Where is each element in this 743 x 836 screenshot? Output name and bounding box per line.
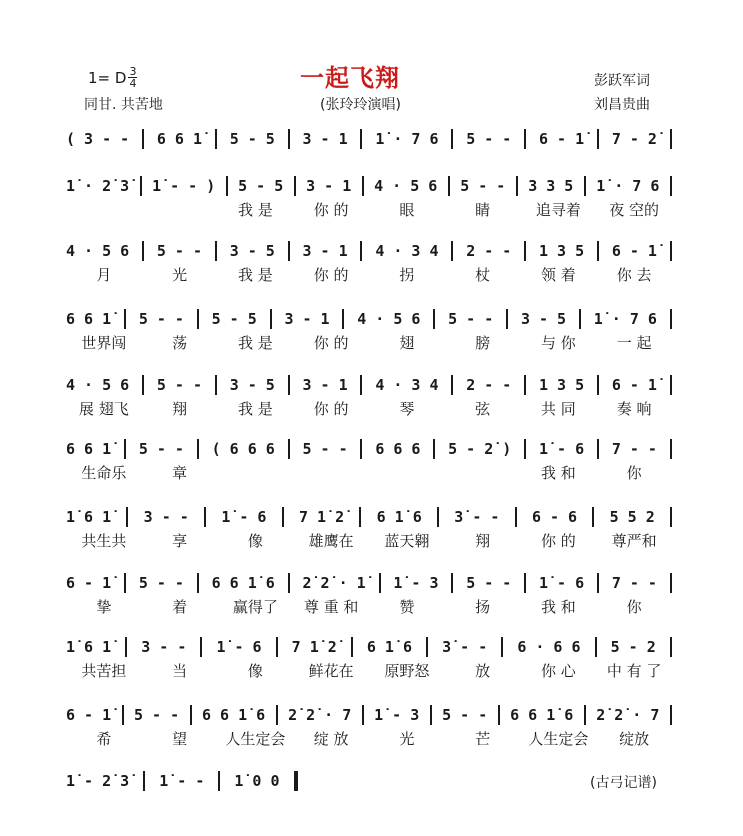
measure: 3 - - [141,638,187,656]
measure: 3 - 1 [302,130,348,148]
lyric-segment: 我 是 [237,400,273,418]
barline [524,129,526,149]
measure: 5 - - [138,440,184,458]
barline [204,507,206,527]
measure: 1̇ - 6 [221,508,267,526]
barline [451,129,453,149]
measure: 5 - 5 [238,177,284,195]
measure: 5 - - [466,130,512,148]
measure: 5 - - [138,574,184,592]
measure: 1̇ 6 1̇ [66,638,112,656]
measure: 1̇ - 3 [374,706,420,724]
measure: 3 - - [143,508,189,526]
measure: 7 - - [611,440,657,458]
measure: 2̇ 2̇ · 7 [596,706,660,724]
tempo-style: 同甘. 共苦地 [84,97,163,113]
score-row [66,175,672,221]
barline [670,375,672,395]
measure: 3 - 5 [520,310,567,328]
lyric-segment: 我 是 [237,201,273,219]
measure: 4 · 5 6 [374,177,438,195]
barline [524,573,526,593]
lyrics-line [66,660,672,680]
measure: 3 3 5 [528,177,574,195]
lyric-segment: 眼 [399,201,415,219]
barline [579,309,581,329]
lyric-segment: 翔 [475,532,491,550]
lyric-segment: 生命乐 [81,464,127,482]
measure: 6 6 1̇ 6 [202,706,266,724]
lyric-segment: 弦 [475,400,491,418]
lyric-segment: 共生共 [81,532,127,550]
barline [670,176,672,196]
barline [140,176,142,196]
score-row [66,128,672,174]
lyric-segment: 你 的 [540,532,576,550]
notes-line [66,770,672,792]
measure: 1 3 5 [539,242,585,260]
measure: ( 6 6 6 [211,440,275,458]
measure: 5 - - [134,706,180,724]
barline [426,637,428,657]
lyric-segment: 拐 [399,266,415,284]
barline [498,705,500,725]
measure: 4 · 3 4 [375,376,439,394]
lyric-segment: 你 的 [313,201,349,219]
measure: 6 · 6 6 [517,638,581,656]
lyric-segment: 尊严和 [611,532,657,550]
measure: 6 - 1̇ [66,706,112,724]
lyric-segment: 翔 [172,400,188,418]
lyric-segment: 望 [172,730,188,748]
barline [584,705,586,725]
measure: 7 - - [611,574,657,592]
notes-line [66,506,672,528]
barline [288,573,290,593]
lyric-segment: 人生定会 [528,730,589,748]
lyric-segment: 我 是 [237,334,273,352]
composer-credit: 刘昌贵曲 [594,97,650,113]
barline [433,439,435,459]
singer-credit: (张玲玲演唱) [320,97,401,113]
lyric-segment: 你 的 [313,266,349,284]
measure: 1̇ - 2̇ 3̇ [66,772,130,790]
measure: 6 6 1̇ 6 [510,706,574,724]
lyrics-line [66,596,672,616]
measure: 6 6 1̇ [66,440,112,458]
barline [360,375,362,395]
measure: 2 - - [466,376,512,394]
lyric-segment: 像 [247,532,263,550]
lyric-segment: 绽 放 [313,730,349,748]
barline [197,309,199,329]
barline [215,375,217,395]
lyric-segment: 荡 [172,334,188,352]
measure: 5 - - [448,310,494,328]
time-signature [128,66,137,89]
measure: 2̇ 2̇ · 1̇ [302,574,366,592]
barline [200,637,202,657]
measure: 6 6 1̇ [66,310,112,328]
measure: 5 - - [156,242,203,260]
barline [597,241,599,261]
lyric-segment: 我 和 [540,598,576,616]
barline [126,507,128,527]
barline [595,637,597,657]
barline [288,375,290,395]
lyric-segment: 你 [626,598,642,616]
lyric-segment: 享 [172,532,188,550]
notes-line [66,438,672,460]
lyric-segment: 你 [626,464,642,482]
score-row [66,572,672,618]
measure: 1̇ - 6 [539,574,585,592]
lyric-segment: 你 的 [313,334,349,352]
barline [524,241,526,261]
lyric-segment: 夜 空的 [609,201,660,219]
measure: 3 - 5 [229,376,275,394]
lyric-segment: 像 [247,662,263,680]
measure: 1̇ · 2̇ 3̇ [66,177,130,195]
lyric-segment: 赢得了 [232,598,278,616]
measure: 1̇ 0 0 [234,772,280,790]
barline [670,705,672,725]
barline [288,241,290,261]
measure: 3̇ - - [442,638,488,656]
lyric-segment: 你 心 [540,662,576,680]
measure: 1̇ · 7 6 [596,177,660,195]
lyric-segment: 雄鹰在 [308,532,354,550]
measure: 4 · 5 6 [66,242,130,260]
measure: 5 - 2̇ ) [448,440,512,458]
barline [351,637,353,657]
measure: 6 1̇ 6 [376,508,422,526]
barline [197,439,199,459]
score-row [66,506,672,552]
measure: 5 - - [138,310,184,328]
lyric-segment: 当 [172,662,188,680]
notes-line [66,636,672,658]
measure: 1̇ - - ) [152,177,216,195]
lyric-segment: 芒 [475,730,491,748]
lyric-segment: 膀 [475,334,491,352]
score-row [66,374,672,420]
notes-line [66,572,672,594]
barline [524,375,526,395]
barline [592,507,594,527]
barline [451,375,453,395]
measure: 1̇ - 6 [539,440,585,458]
measure: 2̇ 2̇ · 7 [288,706,352,724]
lyrics-line [66,462,672,482]
measure: 1̇ - 6 [216,638,262,656]
song-title: 一起飞翔 [300,64,400,92]
barline [360,241,362,261]
barline [294,176,296,196]
barline [451,241,453,261]
lyric-segment: 追寻着 [535,201,581,219]
barline [276,637,278,657]
lyric-segment [445,462,521,482]
barline [516,176,518,196]
measure: 5 - - [460,177,506,195]
barline [670,129,672,149]
lyric-segment [293,462,369,482]
barline [142,375,144,395]
measure: 4 · 5 6 [66,376,130,394]
barline [597,129,599,149]
barline [433,309,435,329]
barline [430,705,432,725]
measure: 4 · 5 6 [357,310,421,328]
measure: 5 - 5 [229,130,275,148]
barline [360,439,362,459]
barline [142,241,144,261]
lyric-segment: 琴 [399,400,415,418]
lyric-segment: 展 翅飞 [78,400,129,418]
barline [124,309,126,329]
measure: 5 - - [302,440,348,458]
barline [143,771,145,791]
barline [670,439,672,459]
lyric-segment: 着 [172,598,188,616]
lyric-segment: 绽放 [619,730,650,748]
barline [359,507,361,527]
lyrics-line [66,264,672,284]
lyric-segment: 共苦担 [81,662,127,680]
barline [342,309,344,329]
barline [597,439,599,459]
lyric-segment: 你 去 [616,266,652,284]
lyric-segment: 翅 [399,334,415,352]
lyric-segment: 鲜花在 [308,662,354,680]
measure: 2 - - [466,242,512,260]
lyric-segment: 世界闯 [81,334,127,352]
lyrics-line [66,728,672,748]
measure: 1̇ - 3 [393,574,439,592]
barline [448,176,450,196]
measure: 5 - 2 [610,638,656,656]
lyric-segment: 光 [399,730,415,748]
lyrics-line [66,398,672,418]
measure: 3 - 1 [302,242,348,260]
measure: 6 - 6 [531,508,578,526]
lyric-segment: 奏 响 [616,400,652,418]
notes-line [66,128,672,150]
barline [125,637,127,657]
lyric-segment [66,199,142,219]
barline [197,573,199,593]
notes-line [66,175,672,197]
score-row [66,704,672,750]
lyric-segment: 赞 [399,598,415,616]
barline [215,241,217,261]
barline [288,129,290,149]
lyric-segment: 杖 [475,266,491,284]
lyric-segment: 月 [96,266,112,284]
lyric-segment: 与 你 [540,334,576,352]
barline [362,176,364,196]
barline [122,705,124,725]
barline [597,375,599,395]
measure: 1̇ · 7 6 [593,310,657,328]
lyric-segment: 尊 重 和 [303,598,359,616]
measure: 1̇ · 7 6 [375,130,439,148]
measure: 5 - 5 [211,310,257,328]
lyric-segment: 蓝天翱 [384,532,430,550]
score-row [66,438,672,484]
measure: 7 1̇ 2̇ [291,638,337,656]
barline [379,573,381,593]
lyric-segment: 共 同 [540,400,576,418]
lyricist-credit: 彭跃军词 [594,73,650,89]
measure: 6 1̇ 6 [366,638,413,656]
measure: 5 - - [466,574,512,592]
measure: 6 - 1̇ [611,376,657,394]
score-row [66,770,672,816]
lyric-segment: 光 [172,266,188,284]
key-label: 1= D [88,68,127,87]
barline [515,507,517,527]
barline [226,176,228,196]
time-numerator: 3 [129,65,137,78]
notes-line [66,704,672,726]
lyric-segment: 我 是 [237,266,273,284]
barline [670,637,672,657]
lyric-segment: 章 [172,464,188,482]
lyric-segment: 挚 [96,598,112,616]
barline [276,705,278,725]
measure: 6 - 1̇ [611,242,657,260]
score-row [66,308,672,354]
lyric-segment: 扬 [475,598,491,616]
notes-line [66,308,672,330]
measure: 3 - 1 [284,310,330,328]
lyric-segment: 原野怒 [384,662,430,680]
measure: 3 - 5 [229,242,275,260]
measure: 6 6 1̇ [156,130,203,148]
score-row [66,240,672,286]
lyric-segment: 人生定会 [225,730,286,748]
key-signature [88,66,137,89]
barline [142,129,144,149]
lyric-segment: 希 [96,730,112,748]
lyric-segment [369,462,445,482]
barline [124,573,126,593]
measure: 5 5 2 [609,508,655,526]
barline [597,573,599,593]
lyric-segment: 一 起 [616,334,652,352]
measure: 7 1̇ 2̇ [298,508,345,526]
measure: 3̇ - - [454,508,500,526]
lyric-segment: 你 的 [313,400,349,418]
lyric-segment [142,199,218,219]
measure: 6 - 1̇ [539,130,585,148]
measure: 6 6 6 [375,440,421,458]
measure: 1̇ - - [159,772,205,790]
measure: 6 - 1̇ [66,574,112,592]
measure: 7 - 2̇ [611,130,657,148]
barline [451,573,453,593]
barline [670,309,672,329]
barline [506,309,508,329]
measure: 4 · 3 4 [375,242,439,260]
barline [282,507,284,527]
measure: 1 3 5 [539,376,585,394]
final-barline [294,771,298,791]
barline [190,705,192,725]
lyric-segment: 中 有 了 [606,662,662,680]
barline [584,176,586,196]
barline [218,771,220,791]
lyric-segment: 我 和 [540,464,576,482]
measure: 6 6 1̇ 6 [211,574,275,592]
barline [670,241,672,261]
barline [437,507,439,527]
barline [670,507,672,527]
lyric-segment: 领 着 [540,266,576,284]
lyrics-line [66,332,672,352]
time-denominator: 4 [129,77,137,90]
lyrics-line [66,530,672,550]
barline [524,439,526,459]
lyrics-line [66,199,672,219]
measure: 5 - - [442,706,488,724]
barline [670,573,672,593]
measure: 1̇ 6 1̇ [66,508,112,526]
barline [360,129,362,149]
score-row [66,636,672,682]
barline [501,637,503,657]
barline [124,439,126,459]
measure: 5 - - [156,376,203,394]
barline [270,309,272,329]
barline [362,705,364,725]
lyric-segment: 放 [475,662,491,680]
measure: ( 3 - - [66,130,130,148]
barline [215,129,217,149]
lyric-segment: 睛 [475,201,491,219]
measure: 3 - 1 [306,177,352,195]
measure: 3 - 1 [302,376,348,394]
notes-line [66,240,672,262]
notes-line [66,374,672,396]
transcriber-credit: (古弓记谱) [590,775,657,791]
lyric-segment [218,462,294,482]
barline [288,439,290,459]
